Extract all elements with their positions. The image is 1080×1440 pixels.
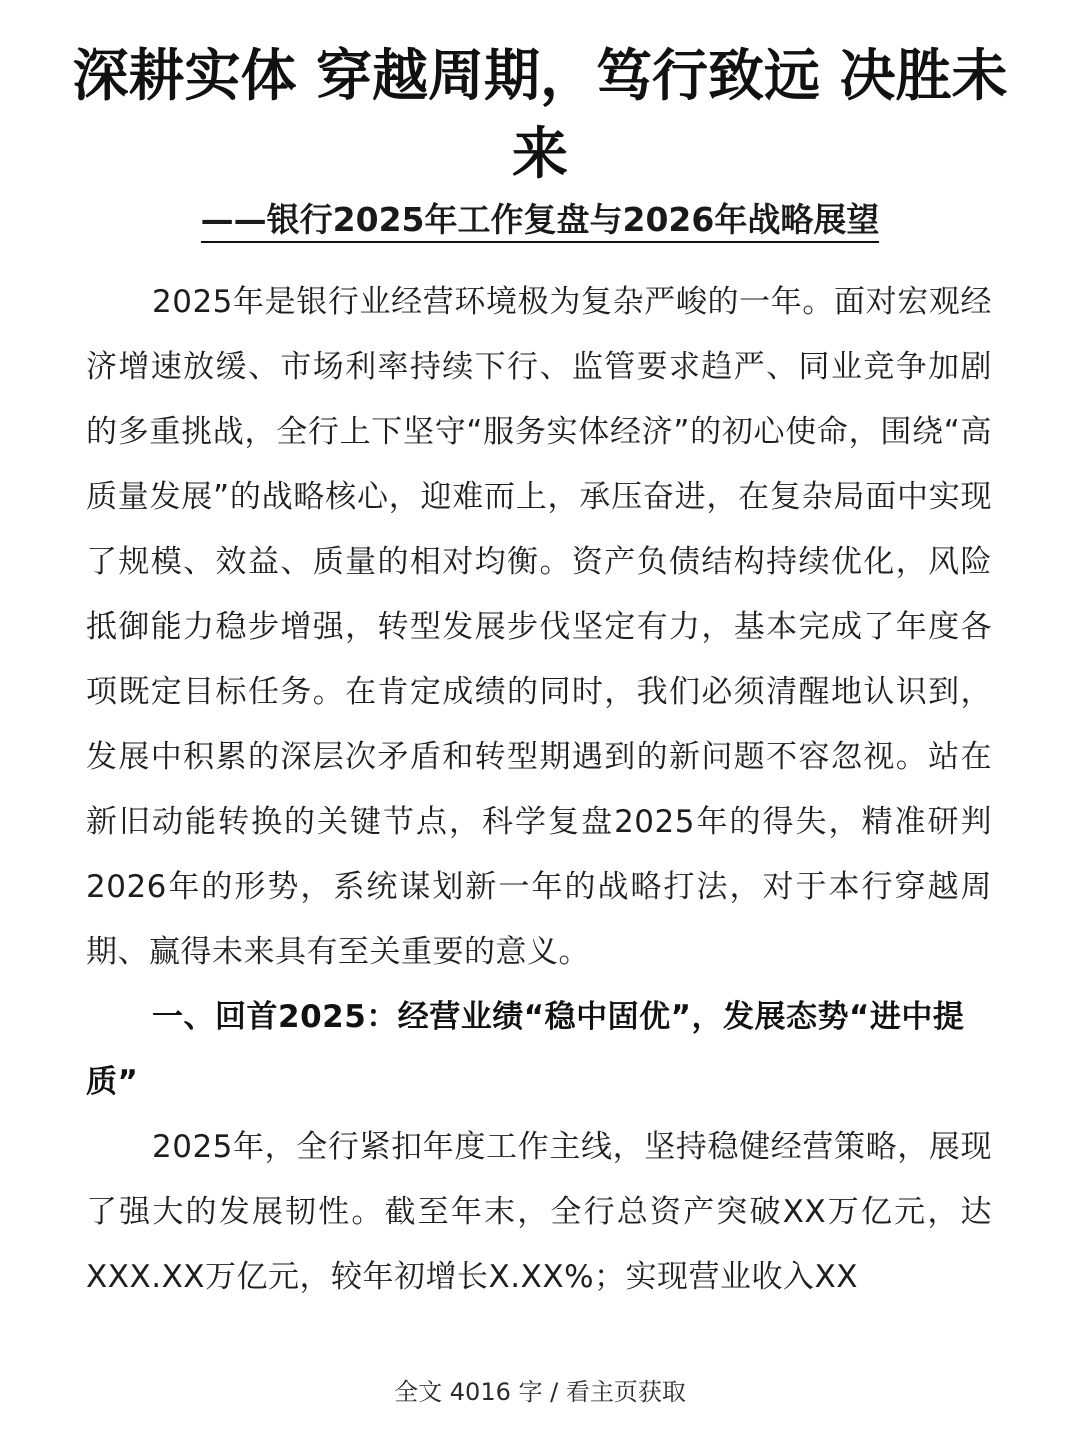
document-body (86, 270, 992, 1310)
footer-note[interactable]: 全文 4016 字 / 看主页获取 (0, 1372, 1080, 1412)
intro-paragraph: 2025年是银行业经营环境极为复杂严峻的一年。面对宏观经济增速放缓、市场利率持续下行、监管要求趋严、同业竞争加剧的多重挑战，全行上下坚守“服务实体经济”的初心使命，围绕“高质量发展”的战略核心，迎难而上，承压奋进，在复杂局面中实现了规模、效益、质量的相对均衡。资产负债结构持续优化，风险抵御能力稳步增强，转型发展步伐坚定有力，基本完成了年度各项既定目标任务。在肯定成绩的同时，我们必须清醒地认识到，发展中积累的深层次矛盾和转型期遇到的新问题不容忽视。站在新旧动能转换的关键节点，科学复盘2025年的得失，精准研判2026年的形势，系统谋划新一年的战略打法，对于本行穿越周期、赢得未来具有至关重要的意义。 (86, 284, 992, 970)
document-title: 深耕实体 穿越周期，笃行致远 决胜未来 (72, 44, 1008, 187)
bottom-fade (0, 1330, 1080, 1374)
document-subtitle (60, 194, 1020, 246)
section-paragraph: 2025年，全行紧扣年度工作主线，坚持稳健经营策略，展现了强大的发展韧性。截至年末，全行总资产突破XX万亿元，达XXX.XX万亿元，较年初增长X.XX%；实现营业收入XX (86, 1129, 992, 1295)
section-heading: 一、回首2025：经营业绩“稳中固优”，发展态势“进中提质” (86, 999, 965, 1100)
subtitle-text: ——银行2025年工作复盘与2026年战略展望 (201, 200, 880, 243)
